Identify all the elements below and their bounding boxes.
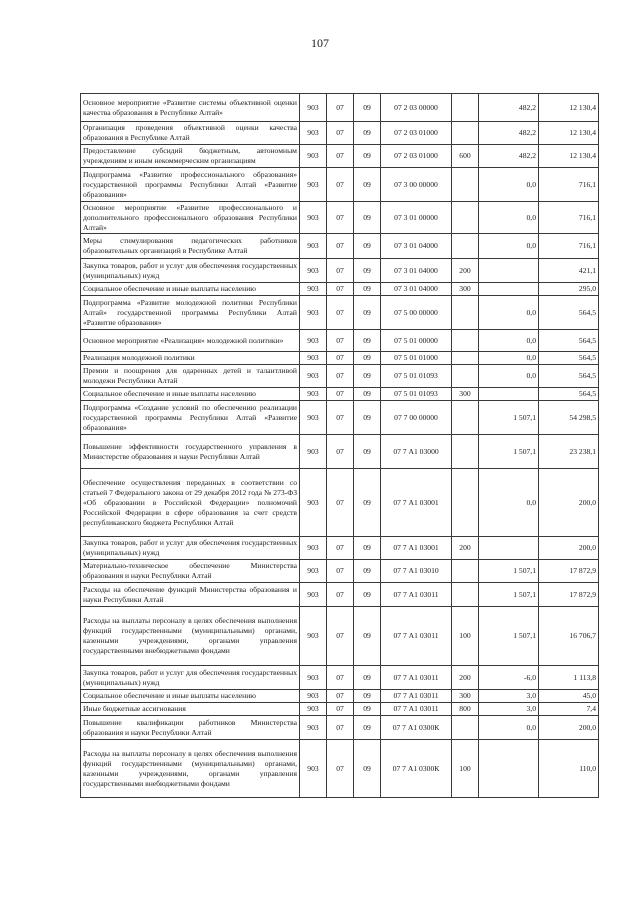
cell-target-article: 07 7 А1 03011 — [381, 703, 452, 716]
cell-expense-type: 100 — [452, 740, 479, 798]
cell-expense-type — [452, 202, 479, 234]
cell-amount-total: 421,1 — [539, 259, 599, 283]
cell-subsection: 09 — [354, 296, 381, 330]
table-row — [81, 352, 599, 365]
budget-table-body — [81, 94, 599, 798]
cell-expense-type: 200 — [452, 537, 479, 560]
table-row — [81, 296, 599, 330]
cell-amount-total: 12 130,4 — [539, 145, 599, 168]
cell-target-article: 07 7 А1 03001 — [381, 537, 452, 560]
cell-section: 07 — [327, 168, 354, 202]
cell-subsection: 09 — [354, 469, 381, 537]
cell-target-article: 07 2 03 01000 — [381, 145, 452, 168]
cell-amount-change: 0,0 — [479, 716, 539, 740]
cell-grbs: 903 — [300, 234, 327, 259]
cell-expense-type: 300 — [452, 283, 479, 296]
cell-grbs: 903 — [300, 469, 327, 537]
cell-subsection: 09 — [354, 202, 381, 234]
cell-amount-change: 0,0 — [479, 234, 539, 259]
cell-expense-type — [452, 469, 479, 537]
cell-grbs: 903 — [300, 388, 327, 401]
cell-amount-change: 1 507,1 — [479, 560, 539, 583]
cell-name: Подпрограмма «Создание условий по обеспечению реализации государственной программы Республики Алтай «Развитие образования» — [81, 401, 300, 435]
cell-amount-change: 1 507,1 — [479, 607, 539, 666]
table-row — [81, 168, 599, 202]
cell-amount-change: 3,0 — [479, 703, 539, 716]
cell-amount-change — [479, 259, 539, 283]
cell-target-article: 07 7 А1 0300К — [381, 740, 452, 798]
cell-name: Обеспечение осуществления переданных в соответствии со статьей 7 Федерального закона от 29 декабря 2012 года № 273-ФЗ «Об образовании в Российской Федерации» полномочий Российской Федерации в сфере образования за счет средств республиканского бюджета Республики Алтай — [81, 469, 300, 537]
cell-expense-type — [452, 716, 479, 740]
cell-amount-total: 564,5 — [539, 365, 599, 388]
cell-amount-total: 23 238,1 — [539, 435, 599, 469]
cell-amount-total: 1 113,8 — [539, 666, 599, 690]
cell-subsection: 09 — [354, 283, 381, 296]
cell-expense-type — [452, 352, 479, 365]
cell-target-article: 07 7 А1 03011 — [381, 666, 452, 690]
cell-amount-change: 0,0 — [479, 352, 539, 365]
cell-name: Основное мероприятие «Реализация» молодежной политики» — [81, 330, 300, 352]
cell-amount-change: 482,2 — [479, 145, 539, 168]
cell-section: 07 — [327, 583, 354, 607]
table-row — [81, 365, 599, 388]
cell-section: 07 — [327, 234, 354, 259]
cell-name: Меры стимулирования педагогических работников образовательных организаций в Республике Алтай — [81, 234, 300, 259]
cell-section: 07 — [327, 352, 354, 365]
cell-amount-change: 0,0 — [479, 365, 539, 388]
cell-grbs: 903 — [300, 666, 327, 690]
table-row — [81, 145, 599, 168]
cell-grbs: 903 — [300, 283, 327, 296]
table-row — [81, 259, 599, 283]
cell-amount-total: 716,1 — [539, 168, 599, 202]
cell-subsection: 09 — [354, 388, 381, 401]
cell-amount-total: 200,0 — [539, 537, 599, 560]
cell-target-article: 07 7 А1 03000 — [381, 435, 452, 469]
cell-expense-type — [452, 94, 479, 122]
cell-target-article: 07 7 00 00000 — [381, 401, 452, 435]
cell-subsection: 09 — [354, 716, 381, 740]
cell-subsection: 09 — [354, 560, 381, 583]
cell-name: Повышение квалификации работников Министерства образования и науки Республики Алтай — [81, 716, 300, 740]
table-row — [81, 583, 599, 607]
cell-target-article: 07 5 01 00000 — [381, 330, 452, 352]
cell-expense-type: 300 — [452, 690, 479, 703]
cell-amount-change: 0,0 — [479, 330, 539, 352]
table-row — [81, 716, 599, 740]
cell-amount-total: 110,0 — [539, 740, 599, 798]
cell-section: 07 — [327, 666, 354, 690]
cell-amount-change: 482,2 — [479, 94, 539, 122]
cell-section: 07 — [327, 740, 354, 798]
cell-name: Расходы на обеспечение функций Министерства образования и науки Республики Алтай — [81, 583, 300, 607]
cell-name: Подпрограмма «Развитие профессионального образования» государственной программы Республики Алтай «Развитие образования» — [81, 168, 300, 202]
cell-subsection: 09 — [354, 583, 381, 607]
cell-expense-type: 800 — [452, 703, 479, 716]
cell-expense-type — [452, 401, 479, 435]
cell-expense-type: 200 — [452, 259, 479, 283]
cell-target-article: 07 7 А1 03011 — [381, 607, 452, 666]
cell-grbs: 903 — [300, 122, 327, 145]
cell-expense-type — [452, 168, 479, 202]
cell-expense-type — [452, 435, 479, 469]
cell-grbs: 903 — [300, 296, 327, 330]
cell-section: 07 — [327, 401, 354, 435]
cell-grbs: 903 — [300, 145, 327, 168]
table-row — [81, 202, 599, 234]
cell-amount-total: 200,0 — [539, 716, 599, 740]
cell-amount-total: 12 130,4 — [539, 122, 599, 145]
cell-target-article: 07 3 01 04000 — [381, 283, 452, 296]
cell-name: Закупка товаров, работ и услуг для обеспечения государственных (муниципальных) нужд — [81, 259, 300, 283]
cell-target-article: 07 7 А1 03011 — [381, 583, 452, 607]
cell-section: 07 — [327, 296, 354, 330]
cell-target-article: 07 3 01 04000 — [381, 259, 452, 283]
cell-section: 07 — [327, 388, 354, 401]
cell-amount-change: 3,0 — [479, 690, 539, 703]
cell-amount-total: 200,0 — [539, 469, 599, 537]
cell-section: 07 — [327, 283, 354, 296]
cell-section: 07 — [327, 716, 354, 740]
table-row — [81, 469, 599, 537]
table-row — [81, 690, 599, 703]
cell-amount-change — [479, 537, 539, 560]
cell-expense-type — [452, 234, 479, 259]
cell-section: 07 — [327, 365, 354, 388]
budget-table — [80, 93, 599, 798]
cell-name: Повышение эффективности государственного управления в Министерстве образования и науки Республики Алтай — [81, 435, 300, 469]
cell-section: 07 — [327, 259, 354, 283]
cell-section: 07 — [327, 607, 354, 666]
cell-grbs: 903 — [300, 365, 327, 388]
cell-amount-total: 7,4 — [539, 703, 599, 716]
cell-subsection: 09 — [354, 607, 381, 666]
cell-grbs: 903 — [300, 690, 327, 703]
cell-subsection: 09 — [354, 537, 381, 560]
cell-name: Материально-техническое обеспечение Министерства образования и науки Республики Алтай — [81, 560, 300, 583]
cell-amount-total: 295,0 — [539, 283, 599, 296]
cell-target-article: 07 2 03 00000 — [381, 94, 452, 122]
cell-section: 07 — [327, 122, 354, 145]
cell-name: Предоставление субсидий бюджетным, автономным учреждениям и иным некоммерческим организациям — [81, 145, 300, 168]
cell-name: Премии и поощрения для одаренных детей и талантливой молодежи Республики Алтай — [81, 365, 300, 388]
table-row — [81, 94, 599, 122]
cell-amount-total: 17 872,9 — [539, 560, 599, 583]
cell-name: Закупка товаров, работ и услуг для обеспечения государственных (муниципальных) нужд — [81, 666, 300, 690]
cell-target-article: 07 7 А1 03001 — [381, 469, 452, 537]
cell-amount-change: 0,0 — [479, 202, 539, 234]
cell-subsection: 09 — [354, 145, 381, 168]
cell-amount-total: 716,1 — [539, 202, 599, 234]
cell-section: 07 — [327, 537, 354, 560]
cell-section: 07 — [327, 703, 354, 716]
cell-name: Основное мероприятие «Развитие системы объективной оценки качества образования в Республике Алтай» — [81, 94, 300, 122]
cell-subsection: 09 — [354, 690, 381, 703]
cell-amount-change: -6,0 — [479, 666, 539, 690]
cell-amount-total: 17 872,9 — [539, 583, 599, 607]
cell-amount-change: 1 507,1 — [479, 401, 539, 435]
cell-name: Реализация молодежной политики — [81, 352, 300, 365]
cell-amount-change: 0,0 — [479, 469, 539, 537]
cell-amount-change: 0,0 — [479, 168, 539, 202]
cell-expense-type: 100 — [452, 607, 479, 666]
cell-subsection: 09 — [354, 330, 381, 352]
table-row — [81, 537, 599, 560]
cell-name: Социальное обеспечение и иные выплаты населению — [81, 283, 300, 296]
cell-grbs: 903 — [300, 330, 327, 352]
cell-subsection: 09 — [354, 259, 381, 283]
cell-name: Основное мероприятие «Развитие профессионального и дополнительного профессионального образования Республики Алтай» — [81, 202, 300, 234]
cell-target-article: 07 2 03 01000 — [381, 122, 452, 145]
cell-subsection: 09 — [354, 401, 381, 435]
cell-section: 07 — [327, 145, 354, 168]
cell-grbs: 903 — [300, 716, 327, 740]
table-row — [81, 388, 599, 401]
cell-subsection: 09 — [354, 122, 381, 145]
cell-amount-change: 482,2 — [479, 122, 539, 145]
cell-expense-type: 200 — [452, 666, 479, 690]
cell-target-article: 07 3 00 00000 — [381, 168, 452, 202]
cell-target-article: 07 7 А1 0300К — [381, 716, 452, 740]
cell-grbs: 903 — [300, 537, 327, 560]
cell-target-article: 07 7 А1 03010 — [381, 560, 452, 583]
cell-name: Организация проведения объективной оценки качества образования в Республике Алтай — [81, 122, 300, 145]
cell-grbs: 903 — [300, 94, 327, 122]
cell-amount-change: 0,0 — [479, 296, 539, 330]
cell-subsection: 09 — [354, 666, 381, 690]
table-row — [81, 330, 599, 352]
cell-grbs: 903 — [300, 703, 327, 716]
cell-amount-change — [479, 740, 539, 798]
table-row — [81, 666, 599, 690]
cell-section: 07 — [327, 560, 354, 583]
cell-name: Иные бюджетные ассигнования — [81, 703, 300, 716]
cell-expense-type: 600 — [452, 145, 479, 168]
cell-grbs: 903 — [300, 401, 327, 435]
cell-subsection: 09 — [354, 365, 381, 388]
cell-name: Социальное обеспечение и иные выплаты населению — [81, 690, 300, 703]
cell-section: 07 — [327, 435, 354, 469]
cell-section: 07 — [327, 330, 354, 352]
cell-amount-change: 1 507,1 — [479, 435, 539, 469]
table-row — [81, 283, 599, 296]
cell-section: 07 — [327, 690, 354, 703]
cell-grbs: 903 — [300, 560, 327, 583]
cell-target-article: 07 5 01 01093 — [381, 365, 452, 388]
table-row — [81, 234, 599, 259]
table-row — [81, 401, 599, 435]
cell-expense-type — [452, 122, 479, 145]
cell-target-article: 07 5 01 01093 — [381, 388, 452, 401]
table-row — [81, 122, 599, 145]
cell-subsection: 09 — [354, 234, 381, 259]
cell-amount-total: 564,5 — [539, 330, 599, 352]
cell-expense-type — [452, 365, 479, 388]
cell-target-article: 07 5 00 00000 — [381, 296, 452, 330]
table-row — [81, 607, 599, 666]
table-row — [81, 703, 599, 716]
cell-amount-total: 564,5 — [539, 388, 599, 401]
cell-target-article: 07 5 01 01000 — [381, 352, 452, 365]
cell-name: Расходы на выплаты персоналу в целях обеспечения выполнения функций государственными (муниципальными) органами, казенными учреждениями, органами управления государственными внебюджетными фондами — [81, 740, 300, 798]
table-row — [81, 560, 599, 583]
cell-amount-total: 54 298,5 — [539, 401, 599, 435]
cell-subsection: 09 — [354, 703, 381, 716]
cell-grbs: 903 — [300, 607, 327, 666]
cell-name: Закупка товаров, работ и услуг для обеспечения государственных (муниципальных) нужд — [81, 537, 300, 560]
cell-amount-total: 564,5 — [539, 352, 599, 365]
cell-expense-type — [452, 560, 479, 583]
cell-amount-total: 16 706,7 — [539, 607, 599, 666]
cell-subsection: 09 — [354, 352, 381, 365]
table-row — [81, 740, 599, 798]
cell-subsection: 09 — [354, 435, 381, 469]
cell-name: Социальное обеспечение и иные выплаты населению — [81, 388, 300, 401]
cell-grbs: 903 — [300, 740, 327, 798]
cell-expense-type — [452, 583, 479, 607]
cell-grbs: 903 — [300, 583, 327, 607]
cell-section: 07 — [327, 94, 354, 122]
cell-grbs: 903 — [300, 352, 327, 365]
cell-target-article: 07 3 01 04000 — [381, 234, 452, 259]
cell-name: Расходы на выплаты персоналу в целях обеспечения выполнения функций государственными (муниципальными) органами, казенными учреждениями, органами управления государственными внебюджетными фондами — [81, 607, 300, 666]
cell-expense-type: 300 — [452, 388, 479, 401]
cell-amount-total: 716,1 — [539, 234, 599, 259]
cell-amount-change — [479, 283, 539, 296]
cell-grbs: 903 — [300, 259, 327, 283]
cell-grbs: 903 — [300, 168, 327, 202]
cell-name: Подпрограмма «Развитие молодежной политики Республики Алтай» государственной программы Республики Алтай «Развитие образования» — [81, 296, 300, 330]
table-row — [81, 435, 599, 469]
cell-amount-change — [479, 388, 539, 401]
cell-target-article: 07 7 А1 03011 — [381, 690, 452, 703]
cell-subsection: 09 — [354, 168, 381, 202]
cell-subsection: 09 — [354, 740, 381, 798]
cell-subsection: 09 — [354, 94, 381, 122]
cell-target-article: 07 3 01 00000 — [381, 202, 452, 234]
cell-amount-change: 1 507,1 — [479, 583, 539, 607]
cell-section: 07 — [327, 202, 354, 234]
cell-expense-type — [452, 330, 479, 352]
cell-amount-total: 45,0 — [539, 690, 599, 703]
cell-amount-total: 564,5 — [539, 296, 599, 330]
cell-expense-type — [452, 296, 479, 330]
cell-section: 07 — [327, 469, 354, 537]
cell-amount-total: 12 130,4 — [539, 94, 599, 122]
cell-grbs: 903 — [300, 435, 327, 469]
cell-grbs: 903 — [300, 202, 327, 234]
page-number: 107 — [311, 36, 329, 50]
